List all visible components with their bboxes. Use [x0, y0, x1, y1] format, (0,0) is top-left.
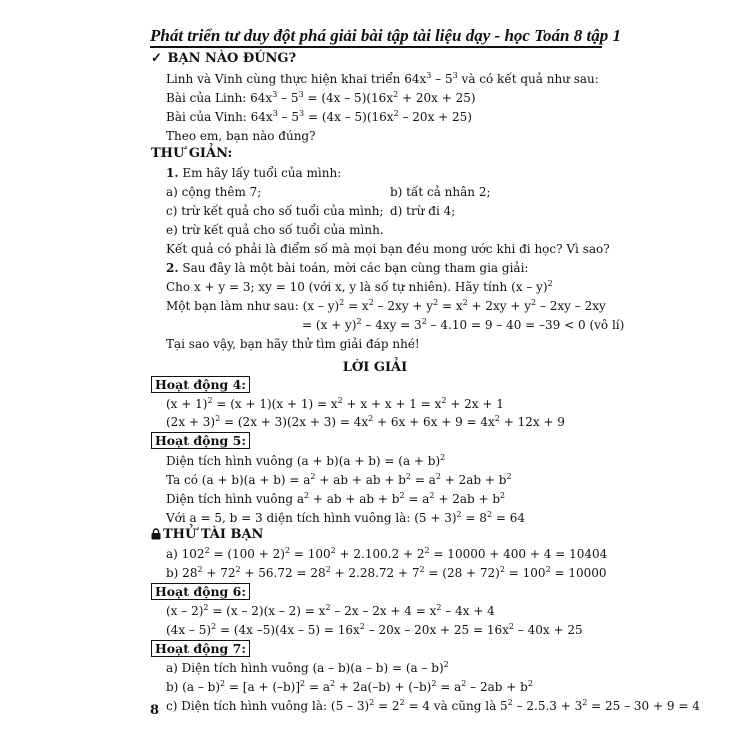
math-text: (x – 2): [166, 604, 204, 618]
exponent: 2: [547, 279, 553, 288]
math-text: – 2ab + b: [466, 680, 528, 694]
exponent: 2: [440, 453, 446, 462]
math-text: b) (a – b): [166, 680, 221, 694]
activity-5-line-3: [166, 492, 505, 506]
math-text: = (x + 1)(x + 1) = x: [212, 397, 338, 411]
exponent: 3: [298, 90, 304, 99]
puzzle-2-work-2: [302, 318, 624, 332]
exponent: 2: [393, 90, 399, 99]
math-text: = 64: [492, 511, 525, 525]
math-text: Bài của Vinh: 64x: [166, 110, 273, 124]
exponent: 2: [330, 546, 336, 555]
boxed-label: Hoạt động 4:: [151, 376, 250, 393]
exponent: 2: [235, 565, 241, 574]
step-c: c) trừ kết quả cho số tuổi của mình;: [166, 204, 384, 218]
math-text: b) 28: [166, 566, 198, 580]
math-text: + 2x + 1: [446, 397, 504, 411]
question-text: Theo em, bạn nào đúng?: [166, 129, 316, 143]
math-text: – 40x + 25: [513, 623, 583, 637]
puzzle-2-work-1: [166, 299, 606, 313]
math-text: – 5: [431, 72, 453, 86]
math-text: – 2xy – 2xy: [536, 299, 606, 313]
math-text: và có kết quả như sau:: [457, 72, 599, 86]
math-text: Bài của Linh: 64x: [166, 91, 273, 105]
math-text: + x + x + 1 = x: [342, 397, 442, 411]
math-text: + 2.28.72 + 7: [330, 566, 420, 580]
intro-line: [166, 72, 599, 86]
math-text: Với a = 5, b = 3 diện tích hình vuông là: (5 + 3): [166, 511, 457, 525]
item-text: Em hãy lấy tuổi của mình:: [178, 166, 342, 180]
math-text: = (x + y): [302, 318, 357, 332]
exponent: 2: [310, 472, 316, 481]
check-icon: ✓: [151, 51, 162, 66]
math-text: + 56.72 = 28: [240, 566, 326, 580]
math-text: a) 102: [166, 547, 205, 561]
math-text: = (4x –5)(4x – 5) = 16x: [216, 623, 360, 637]
puzzle-2-question: Tại sao vậy, bạn hãy thử tìm giải đáp nhé!: [166, 337, 420, 351]
exponent: 2: [419, 565, 425, 574]
page-number: 8: [150, 703, 160, 718]
exponent: 2: [399, 491, 405, 500]
math-text: (x + 1): [166, 397, 208, 411]
exponent: 2: [393, 109, 399, 118]
exponent: 2: [421, 317, 427, 326]
solutions-heading: LỜI GIẢI: [342, 360, 408, 375]
exponent: 2: [197, 565, 203, 574]
header-rule: [150, 46, 602, 48]
exponent: 2: [508, 622, 514, 631]
exponent: 2: [300, 679, 306, 688]
math-text: + 2ab + b: [440, 473, 507, 487]
math-text: – 4.10 = 9 – 40 = –39 < 0 (vô lí): [426, 318, 625, 332]
exponent: 2: [443, 660, 449, 669]
activity-5-line-1: [166, 454, 445, 468]
math-text: = 100: [504, 566, 546, 580]
thu-tai-b: [166, 566, 607, 580]
math-text: – 2.5.3 + 3: [512, 699, 583, 713]
math-text: = a: [404, 492, 430, 506]
math-text: = x: [344, 299, 369, 313]
exponent: 2: [494, 414, 500, 423]
exponent: 2: [284, 546, 291, 555]
exponent: 2: [204, 546, 210, 555]
activity-7-label: [151, 642, 250, 656]
exponent: 2: [429, 491, 435, 500]
thu-tai-a: [166, 547, 607, 561]
activity-6-line-2: [166, 623, 583, 637]
math-text: = 2: [374, 699, 400, 713]
math-text: a) Diện tích hình vuông (a – b)(a – b) = (a – b): [166, 661, 444, 675]
exponent: 2: [506, 472, 512, 481]
activity-7-b: [166, 680, 533, 694]
exponent: 2: [368, 414, 374, 423]
math-text: Một bạn làm như sau: (x – y): [166, 299, 340, 313]
math-text: + 72: [202, 566, 236, 580]
exponent: 2: [207, 396, 213, 405]
vinh-solution: [166, 110, 472, 124]
exponent: 2: [368, 298, 374, 307]
exponent: 2: [329, 679, 336, 688]
math-text: – 2xy + y: [373, 299, 434, 313]
exponent: 2: [461, 679, 467, 688]
exponent: 2: [507, 698, 513, 707]
math-text: = a: [411, 473, 436, 487]
puzzle-2-given: [166, 280, 553, 294]
exponent: 3: [299, 109, 305, 118]
exponent: 2: [325, 603, 331, 612]
section-thu-tai-ban: [151, 528, 263, 544]
math-text: – 20x – 20x + 25 = 16x: [364, 623, 509, 637]
exponent: 2: [431, 679, 437, 688]
math-text: = a: [305, 680, 330, 694]
math-text: + 2ab + b: [434, 492, 501, 506]
math-text: – 4x + 4: [441, 604, 495, 618]
math-text: Diện tích hình vuông a: [166, 492, 304, 506]
exponent: 2: [527, 679, 533, 688]
math-text: + 12x + 9: [499, 415, 565, 429]
page-header-title: Phát triển tư duy đột phá giải bài tập tài liệu dạy - học Toán 8 tập 1: [150, 26, 621, 45]
puzzle-1-intro: [166, 166, 341, 180]
step-b: b) tất cả nhân 2;: [390, 185, 491, 199]
exponent: 2: [424, 546, 430, 555]
exponent: 2: [436, 603, 442, 612]
math-text: + 2xy + y: [467, 299, 532, 313]
math-text: – 5: [277, 110, 300, 124]
exponent: 2: [399, 698, 405, 707]
exponent: 2: [211, 622, 217, 631]
exponent: 2: [456, 510, 462, 519]
math-text: = (28 + 72): [424, 566, 500, 580]
item-text: Sau đây là một bài toán, mời các bạn cùng tham gia giải:: [178, 261, 529, 275]
math-text: (4x – 5): [166, 623, 212, 637]
math-text: = x: [438, 299, 463, 313]
activity-4-label: [151, 378, 250, 392]
math-text: Ta có (a + b)(a + b) = a: [166, 473, 311, 487]
exponent: 2: [337, 396, 343, 405]
math-text: = (2x + 3)(2x + 3) = 4x: [220, 415, 369, 429]
math-text: = 100: [290, 547, 331, 561]
math-text: + ab + ab + b: [315, 473, 406, 487]
math-text: + ab + ab + b: [309, 492, 400, 506]
exponent: 2: [220, 679, 226, 688]
math-text: – 4xy = 3: [361, 318, 422, 332]
step-d: d) trừ đi 4;: [390, 204, 456, 218]
exponent: 3: [452, 71, 458, 80]
exponent: 2: [339, 298, 345, 307]
exponent: 2: [359, 622, 365, 631]
lock-icon: [151, 528, 161, 544]
exponent: 3: [426, 71, 432, 80]
item-number: 2.: [166, 261, 179, 275]
exponent: 2: [441, 396, 447, 405]
math-text: – 5: [277, 91, 299, 105]
exponent: 2: [405, 472, 411, 481]
exponent: 2: [203, 603, 209, 612]
activity-5-line-4: [166, 511, 525, 525]
math-text: + 20x + 25): [398, 91, 476, 105]
activity-7-c: [166, 699, 700, 713]
activity-4-line-1: [166, 397, 504, 411]
exponent: 2: [582, 698, 588, 707]
exponent: 2: [545, 565, 551, 574]
math-text: = (100 + 2): [209, 547, 285, 561]
exponent: 2: [325, 565, 331, 574]
puzzle-2-intro: [166, 261, 528, 275]
exponent: 2: [486, 510, 493, 519]
math-text: Cho x + y = 3; xy = 10 (với x, y là số tự nhiên). Hãy tính (x – y): [166, 280, 548, 294]
math-text: = 10000 + 400 + 4 = 10404: [429, 547, 608, 561]
math-text: = 4 và cũng là 5: [404, 699, 508, 713]
math-text: Diện tích hình vuông (a + b)(a + b) = (a + b): [166, 454, 441, 468]
section-heading: THỬ TÀI BẠN: [163, 527, 264, 542]
math-text: = (4x – 5)(16x: [303, 91, 394, 105]
exponent: 2: [462, 298, 468, 307]
exponent: 2: [356, 317, 362, 326]
exponent: 2: [499, 565, 505, 574]
exponent: 3: [272, 109, 278, 118]
activity-6-line-1: [166, 604, 495, 618]
math-text: + 2a(–b) + (–b): [335, 680, 432, 694]
exponent: 2: [303, 491, 310, 500]
puzzle-1-question: Kết quả có phải là điểm số mà mọi bạn đều mong ước khi đi học? Vì sao?: [166, 242, 610, 256]
activity-5-label: [151, 434, 250, 448]
linh-solution: [166, 91, 476, 105]
math-text: (2x + 3): [166, 415, 216, 429]
section-thu-gian: THƯ GIẢN:: [151, 146, 233, 161]
exponent: 2: [500, 491, 506, 500]
exponent: 2: [215, 414, 221, 423]
math-text: = [a + (–b)]: [225, 680, 301, 694]
math-text: = (4x – 5)(16x: [304, 110, 394, 124]
exponent: 2: [433, 298, 439, 307]
exponent: 2: [369, 698, 375, 707]
math-text: + 2.100.2 + 2: [335, 547, 425, 561]
item-number: 1.: [166, 166, 179, 180]
math-text: Linh và Vinh cùng thực hiện khai triển 64x: [166, 72, 427, 86]
activity-5-line-2: [166, 473, 512, 487]
step-e: e) trừ kết quả cho số tuổi của mình.: [166, 223, 384, 237]
math-text: = 8: [461, 511, 487, 525]
math-text: = a: [436, 680, 462, 694]
activity-7-a: [166, 661, 449, 675]
math-text: – 2x – 2x + 4 = x: [330, 604, 437, 618]
exponent: 3: [272, 90, 278, 99]
math-text: = 10000: [550, 566, 607, 580]
activity-4-line-2: [166, 415, 565, 429]
exponent: 2: [531, 298, 537, 307]
activity-6-label: [151, 585, 250, 599]
math-text: = (x – 2)(x – 2) = x: [208, 604, 326, 618]
math-text: c) Diện tích hình vuông là: (5 – 3): [166, 699, 370, 713]
boxed-label: Hoạt động 5:: [151, 432, 250, 449]
step-a: a) cộng thêm 7;: [166, 185, 262, 199]
math-text: + 6x + 6x + 9 = 4x: [373, 415, 495, 429]
exponent: 2: [435, 472, 441, 481]
section-ban-nao-dung: [151, 52, 296, 66]
section-heading: BẠN NÀO ĐÚNG?: [167, 51, 297, 66]
math-text: = 25 – 30 + 9 = 4: [587, 699, 700, 713]
boxed-label: Hoạt động 6:: [151, 583, 250, 600]
math-text: – 20x + 25): [398, 110, 472, 124]
boxed-label: Hoạt động 7:: [151, 640, 250, 657]
